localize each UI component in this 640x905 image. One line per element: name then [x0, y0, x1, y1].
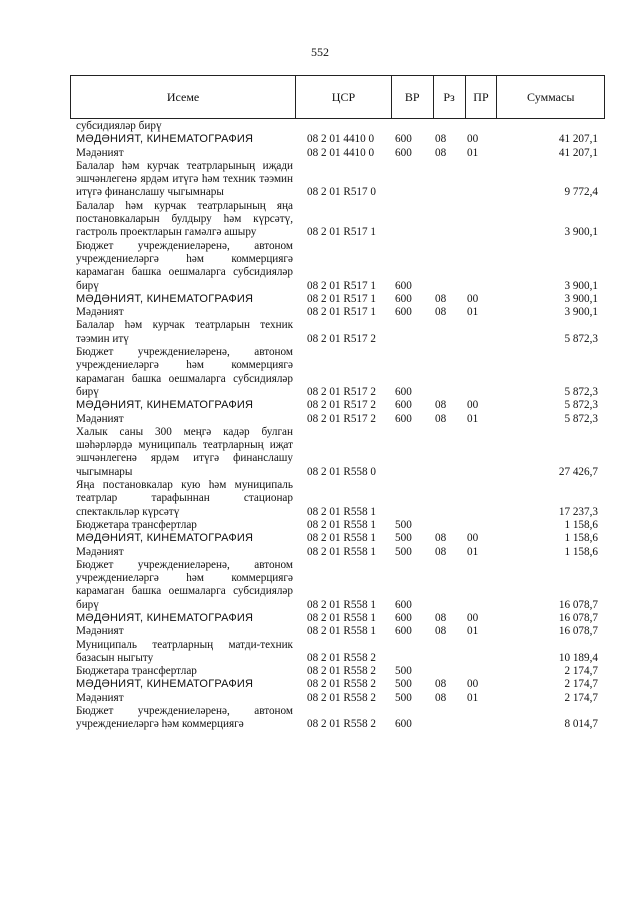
cell-csr: 08 2 01 R558 2 [307, 665, 376, 678]
header-vr: ВР [391, 76, 433, 118]
cell-sum: 41 207,1 [558, 146, 598, 159]
cell-vr: 600 [395, 598, 412, 611]
cell-vr: 500 [395, 691, 412, 704]
cell-csr: 08 2 01 R517 1 [307, 306, 376, 319]
cell-vr: 500 [395, 545, 412, 558]
table-row [76, 133, 616, 146]
header-sum: Суммасы [496, 76, 604, 118]
cell-name: Мәдәният [76, 691, 124, 704]
cell-sum: 16 078,7 [558, 611, 598, 624]
cell-sum: 16 078,7 [558, 625, 598, 638]
cell-csr: 08 2 01 R517 2 [307, 385, 376, 398]
table-row [76, 346, 616, 399]
cell-pr: 00 [467, 611, 479, 624]
table-row [76, 479, 616, 519]
cell-rz: 08 [435, 306, 447, 319]
cell-name: Мәдәният [76, 412, 124, 425]
cell-rz: 08 [435, 691, 447, 704]
cell-pr: 01 [467, 545, 479, 558]
table-row [76, 200, 616, 240]
cell-csr: 08 2 01 R517 2 [307, 412, 376, 425]
cell-name: Халык саны 300 меңгә кадәр булган шәһәрләрдә муниципаль театрларның иҗат эшчәнлегенә ярдәм итүгә финанслашу чыгымнары [76, 425, 293, 478]
cell-csr: 08 2 01 R558 1 [307, 625, 376, 638]
cell-csr: 08 2 01 R558 0 [307, 465, 376, 478]
cell-vr: 500 [395, 678, 412, 691]
table-row [76, 306, 616, 319]
cell-csr: 08 2 01 R558 2 [307, 651, 376, 664]
cell-name: Бюджетара трансфертлар [76, 665, 197, 678]
cell-sum: 5 872,3 [564, 332, 598, 345]
cell-sum: 3 900,1 [564, 226, 598, 239]
cell-sum: 2 174,7 [564, 665, 598, 678]
page-number: 552 [311, 45, 329, 59]
cell-pr: 01 [467, 412, 479, 425]
header-name: Исеме [166, 89, 200, 104]
cell-sum: 41 207,1 [558, 133, 598, 146]
cell-name: Бюджет учреждениеләренә, автоном учреждениеләргә һәм коммерциягә [76, 705, 293, 731]
cell-pr: 00 [467, 399, 479, 412]
table-row [76, 147, 616, 160]
cell-rz: 08 [435, 625, 447, 638]
cell-name: Мәдәният [76, 545, 124, 558]
cell-rz: 08 [435, 678, 447, 691]
cell-name: МӘДӘНИЯТ, КИНЕМАТОГРАФИЯ [76, 292, 254, 305]
cell-vr: 600 [395, 625, 412, 638]
cell-name: Яңа постановкалар кую һәм муниципаль театрлар тарафыннан стационар спектакльләр күрсәтү [76, 479, 293, 518]
table-row [76, 692, 616, 705]
cell-name: Бюджет учреждениеләренә, автоном учреждениеләргә һәм коммерциягә карамаган башка оешмаларга субсидияләр бирү [76, 346, 293, 398]
cell-pr: 00 [467, 133, 479, 146]
cell-vr: 600 [395, 718, 412, 731]
cell-csr: 08 2 01 R558 1 [307, 611, 376, 624]
cell-rz: 08 [435, 412, 447, 425]
cell-name: Балалар һәм курчак театрларының яңа постановкаларын булдыру һәм күрсәтү, гастроль проектларын гамәлгә ашыру [76, 199, 293, 239]
cell-name: МӘДӘНИЯТ, КИНЕМАТОГРАФИЯ [76, 133, 254, 146]
cell-sum: 8 014,7 [564, 718, 598, 731]
cell-vr: 500 [395, 665, 412, 678]
cell-sum: 1 158,6 [564, 532, 598, 545]
cell-csr: 08 2 01 R517 0 [307, 186, 376, 199]
table-header [70, 75, 605, 119]
table-row [76, 519, 616, 532]
table-row [76, 559, 616, 612]
header-csr: ЦСР [295, 76, 391, 118]
cell-rz: 08 [435, 133, 447, 146]
cell-csr: 08 2 01 R558 1 [307, 598, 376, 611]
header-rz: Рз [433, 76, 465, 118]
cell-csr: 08 2 01 R517 1 [307, 226, 376, 239]
cell-name: Бюджет учреждениеләренә, автоном учреждениеләргә һәм коммерциягә карамаган башка оешмаларга субсидияләр бирү [76, 558, 293, 611]
cell-sum: 3 900,1 [564, 279, 598, 292]
cell-name: МӘДӘНИЯТ, КИНЕМАТОГРАФИЯ [76, 678, 254, 691]
cell-pr: 00 [467, 678, 479, 691]
cell-vr: 600 [395, 399, 412, 412]
cell-rz: 08 [435, 532, 447, 545]
table-row [76, 319, 616, 346]
cell-sum: 1 158,6 [564, 545, 598, 558]
cell-vr: 600 [395, 133, 412, 146]
cell-csr: 08 2 01 R517 2 [307, 332, 376, 345]
cell-csr: 08 2 01 R517 1 [307, 279, 376, 292]
cell-vr: 600 [395, 306, 412, 319]
cell-sum: 9 772,4 [564, 186, 598, 199]
cell-name: субсидияләр бирү [76, 120, 162, 132]
cell-vr: 500 [395, 518, 412, 531]
cell-sum: 5 872,3 [564, 385, 598, 398]
cell-name: МӘДӘНИЯТ, КИНЕМАТОГРАФИЯ [76, 399, 254, 412]
cell-name: Мәдәният [76, 146, 124, 159]
cell-name: МӘДӘНИЯТ, КИНЕМАТОГРАФИЯ [76, 611, 254, 624]
cell-pr: 01 [467, 691, 479, 704]
cell-csr: 08 2 01 R558 1 [307, 518, 376, 531]
table-row [76, 426, 616, 479]
cell-sum: 3 900,1 [564, 292, 598, 305]
table-row [76, 240, 616, 293]
cell-sum: 27 426,7 [558, 465, 598, 478]
cell-vr: 600 [395, 385, 412, 398]
cell-rz: 08 [435, 545, 447, 558]
cell-rz: 08 [435, 399, 447, 412]
cell-name: Мәдәният [76, 306, 124, 319]
cell-csr: 08 2 01 R558 2 [307, 691, 376, 704]
cell-pr: 01 [467, 146, 479, 159]
cell-sum: 17 237,3 [558, 505, 598, 518]
table-row [76, 293, 616, 306]
cell-vr: 600 [395, 611, 412, 624]
cell-vr: 600 [395, 292, 412, 305]
cell-pr: 01 [467, 306, 479, 319]
table-row [76, 532, 616, 545]
cell-name: Бюджет учреждениеләренә, автоном учреждениеләргә һәм коммерциягә карамаган башка оешмаларга субсидияләр бирү [76, 239, 293, 292]
cell-rz: 08 [435, 292, 447, 305]
cell-csr: 08 2 01 R517 1 [307, 292, 376, 305]
table-row [76, 120, 616, 133]
cell-pr: 01 [467, 625, 479, 638]
table-row [76, 399, 616, 412]
cell-pr: 00 [467, 532, 479, 545]
cell-name: Бюджетара трансфертлар [76, 518, 197, 531]
table-row [76, 413, 616, 426]
table-row [76, 160, 616, 200]
cell-name: Мәдәният [76, 625, 124, 638]
cell-sum: 2 174,7 [564, 678, 598, 691]
cell-csr: 08 2 01 R558 2 [307, 678, 376, 691]
cell-csr: 08 2 01 R517 2 [307, 399, 376, 412]
table-row [76, 625, 616, 638]
cell-name: Балалар һәм курчак театрларын техник тәэмин итү [76, 319, 293, 345]
header-pr: ПР [465, 76, 497, 118]
cell-vr: 500 [395, 532, 412, 545]
cell-rz: 08 [435, 146, 447, 159]
cell-pr: 00 [467, 292, 479, 305]
cell-sum: 5 872,3 [564, 412, 598, 425]
cell-vr: 600 [395, 146, 412, 159]
cell-csr: 08 2 01 4410 0 [307, 146, 375, 159]
cell-sum: 1 158,6 [564, 518, 598, 531]
cell-sum: 5 872,3 [564, 399, 598, 412]
table-row [76, 665, 616, 678]
table-row [76, 639, 616, 666]
cell-name: Муниципаль театрларның матди-техник базасын ныгыту [76, 638, 293, 664]
cell-name: МӘДӘНИЯТ, КИНЕМАТОГРАФИЯ [76, 532, 254, 545]
cell-rz: 08 [435, 611, 447, 624]
table-row [76, 612, 616, 625]
table-row [76, 546, 616, 559]
cell-sum: 10 189,4 [558, 651, 598, 664]
cell-sum: 16 078,7 [558, 598, 598, 611]
cell-csr: 08 2 01 4410 0 [307, 133, 375, 146]
table-body [76, 120, 616, 732]
cell-csr: 08 2 01 R558 1 [307, 545, 376, 558]
cell-name: Балалар һәм курчак театрларының иҗади эшчәнлегенә ярдәм итүгә һәм техник тәэмин итүгә финанслашу чыгымнары [76, 159, 293, 199]
table-row [76, 705, 616, 732]
table-row [76, 678, 616, 691]
cell-csr: 08 2 01 R558 1 [307, 532, 376, 545]
cell-vr: 600 [395, 412, 412, 425]
cell-sum: 3 900,1 [564, 306, 598, 319]
cell-vr: 600 [395, 279, 412, 292]
cell-csr: 08 2 01 R558 1 [307, 505, 376, 518]
cell-csr: 08 2 01 R558 2 [307, 718, 376, 731]
cell-sum: 2 174,7 [564, 691, 598, 704]
